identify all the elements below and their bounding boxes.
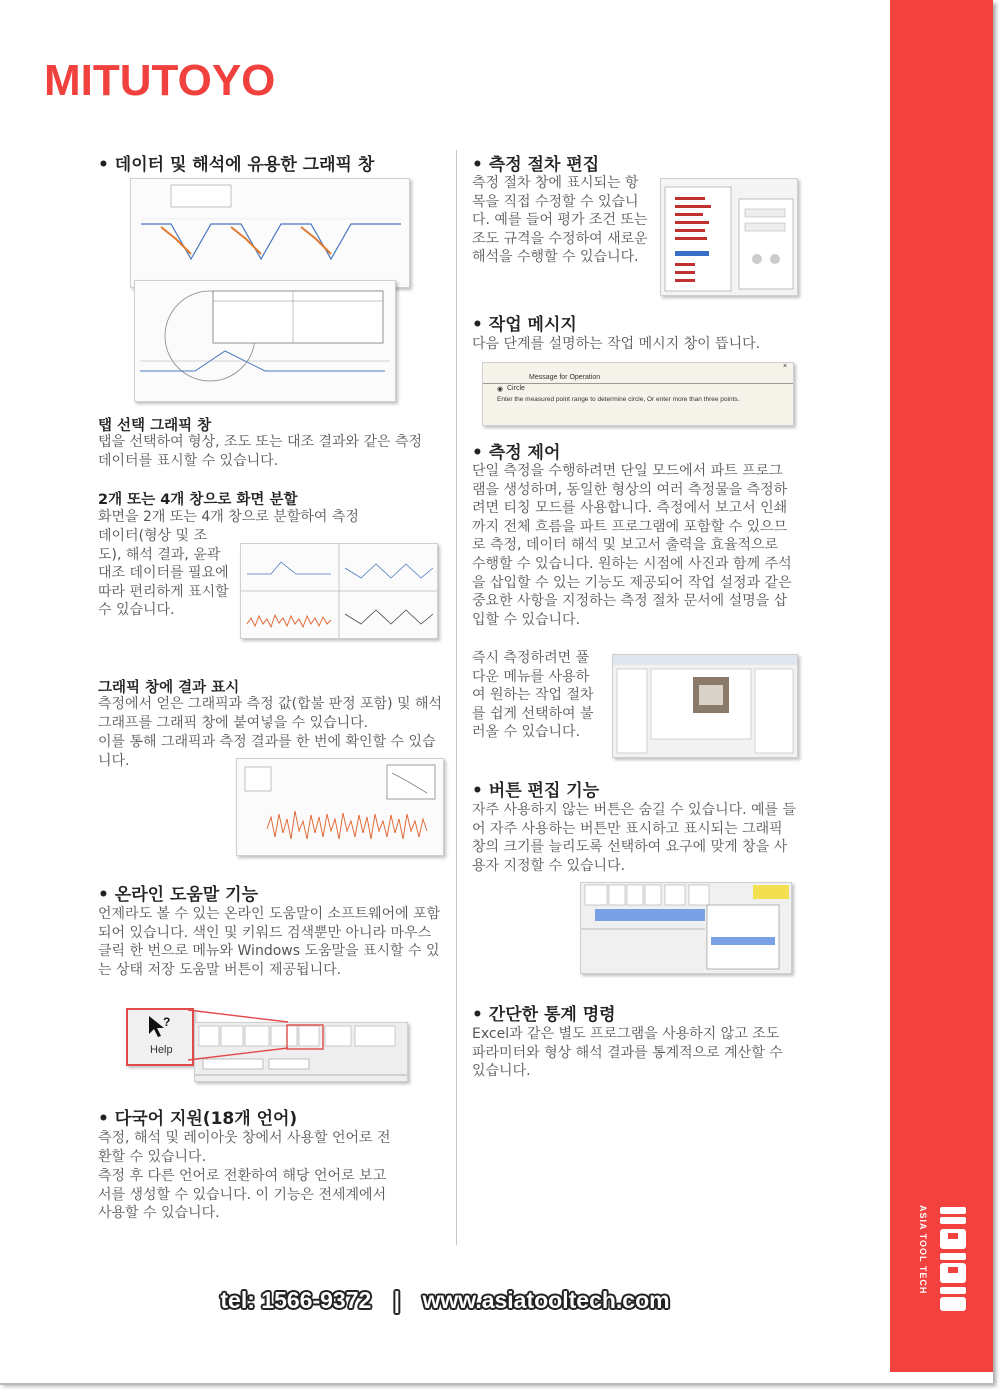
result-display-text-1: 측정에서 얻은 그래픽과 측정 값(합불 판정 포함) 및 해석 그래프를 그래픽 창에 붙여넣을 수 있습니다. <box>98 696 443 731</box>
section-title-online-help: • 온라인 도움말 기능 <box>98 885 258 905</box>
measurement-control-screenshot <box>612 654 798 758</box>
split-screen-text-2: 데이터(형상 및 조도), 해석 결과, 윤곽 대조 데이터를 필요에 따라 편리하게 표시할 수 있습니다. <box>98 528 229 619</box>
help-cursor-icon <box>145 1014 175 1040</box>
tab-graphic-window-title: 탭 선택 그래픽 창 <box>98 418 212 434</box>
statistics-text: Excel과 같은 별도 프로그램을 사용하지 않고 조도 파라미터와 형상 해석 결과를 통계적으로 계산할 수 있습니다. <box>472 1026 783 1080</box>
help-button-label: Help <box>150 1044 173 1056</box>
button-edit-text: 자주 사용하지 않는 버튼은 숨길 수 있습니다. 예를 들어 자주 사용하는 버튼만 표시하고 표시되는 그래픽 창의 크기를 늘리도록 선택하여 요구에 맞게 창을 사용자 지정할 수 있습니다. <box>472 802 797 874</box>
footer-contact <box>0 1287 890 1314</box>
measurement-control-text: 단일 측정을 수행하려면 단일 모드에서 파트 프로그램을 생성하며, 동일한 형상의 여러 측정물을 측정하려면 티칭 모드를 사용합니다. 측정에서 보고서 인쇄까지 전체 흐름을 파트 프로그램에 포함할 수 있으므로 측정, 데이터 해석 및 보고서 출력을 효율적으로 수행할 수 있습니다. 원하는 시점에 사진과 함께 주석을 삽입할 수 있는 기능도 제공되어 작업 설정과 같은 중요한 사항을 지정하는 측정 절차 문서에 설명을 삽입할 수 있습니다. <box>472 463 792 628</box>
footer-separator: | <box>393 1287 401 1313</box>
section-title-multilanguage: • 다국어 지원(18개 언어) <box>98 1109 298 1129</box>
operation-message-text: 다음 단계를 설명하는 작업 메시지 창이 뜹니다. <box>472 336 761 352</box>
message-window-title: Message for Operation <box>529 374 601 381</box>
procedure-edit-screenshot <box>660 178 798 296</box>
page-bottom-edge <box>0 1383 993 1385</box>
section-title-operation-message: • 작업 메시지 <box>472 315 577 335</box>
split-screen-text-1: 화면을 2개 또는 4개 창으로 분할하여 측정 <box>98 509 359 525</box>
help-button-screenshot <box>126 1008 194 1066</box>
section-title-graphic-window: • 데이터 및 해석에 유용한 그래픽 창 <box>98 155 375 175</box>
message-window-rule <box>483 383 793 384</box>
result-display-text-2: 이를 통해 그래픽과 측정 결과를 한 번에 확인할 수 있습니다. <box>98 734 436 769</box>
graphic-window-screenshot-2 <box>134 280 396 402</box>
graphic-window-screenshot-1 <box>130 178 410 288</box>
footer-url[interactable]: www.asiatooltech.com <box>422 1287 670 1313</box>
multilanguage-text-2: 측정 후 다른 언어로 전환하여 해당 언어로 보고서를 생성할 수 있습니다. 이 기능은 전세계에서 사용할 수 있습니다. <box>98 1168 387 1222</box>
section-title-button-edit: • 버튼 편집 기능 <box>472 781 600 801</box>
footer-tel: tel: 1566-9372 <box>220 1287 372 1313</box>
circle-icon: ◉ <box>497 386 504 393</box>
side-brand-bar <box>890 0 993 1372</box>
help-callout-lines <box>188 1008 298 1064</box>
column-divider <box>456 150 457 1245</box>
multilanguage-text-1: 측정, 해석 및 레이아웃 창에서 사용할 언어로 전환할 수 있습니다. <box>98 1130 391 1165</box>
tab-graphic-window-text: 탭을 선택하여 형상, 조도 또는 대조 결과와 같은 측정 데이터를 표시할 수 있습니다. <box>98 434 423 469</box>
message-instruction: Enter the measured point range to determine circle, Or enter more than three points. <box>497 396 740 403</box>
split-screen-screenshot <box>240 543 438 639</box>
asia-tool-tech-logo <box>918 1205 970 1315</box>
measurement-control-text-2: 즉시 측정하려면 풀다운 메뉴를 사용하여 원하는 작업 절차를 쉽게 선택하여 불러올 수 있습니다. <box>472 650 594 741</box>
result-display-title: 그래픽 창에 결과 표시 <box>98 680 240 696</box>
message-item: Circle <box>507 385 525 392</box>
section-title-statistics: • 간단한 통계 명령 <box>472 1005 616 1025</box>
operation-message-window <box>482 362 794 426</box>
close-icon[interactable]: × <box>783 363 788 370</box>
section-title-procedure-edit: • 측정 절차 편집 <box>472 155 600 175</box>
procedure-edit-text: 측정 절차 창에 표시되는 항목을 직접 수정할 수 있습니다. 예를 들어 평가 조건 또는 조도 규격을 수정하여 새로운 해석을 수행할 수 있습니다. <box>472 175 648 266</box>
brand-title: MITUTOYO <box>44 56 276 105</box>
button-edit-screenshot <box>580 882 792 974</box>
logo-text: ASIA TOOL TECH <box>918 1205 928 1295</box>
section-title-measurement-control: • 측정 제어 <box>472 443 561 463</box>
result-display-screenshot <box>236 758 444 856</box>
svg-text:?: ? <box>163 1015 171 1029</box>
split-screen-title: 2개 또는 4개 창으로 화면 분할 <box>98 492 298 508</box>
online-help-text: 언제라도 볼 수 있는 온라인 도움말이 소프트웨어에 포함되어 있습니다. 색인 및 키워드 검색뿐만 아니라 마우스 클릭 한 번으로 메뉴와 Windows 도움말을 표시할 수 있는 상태 저장 도움말 버튼이 제공됩니다. <box>98 906 441 978</box>
